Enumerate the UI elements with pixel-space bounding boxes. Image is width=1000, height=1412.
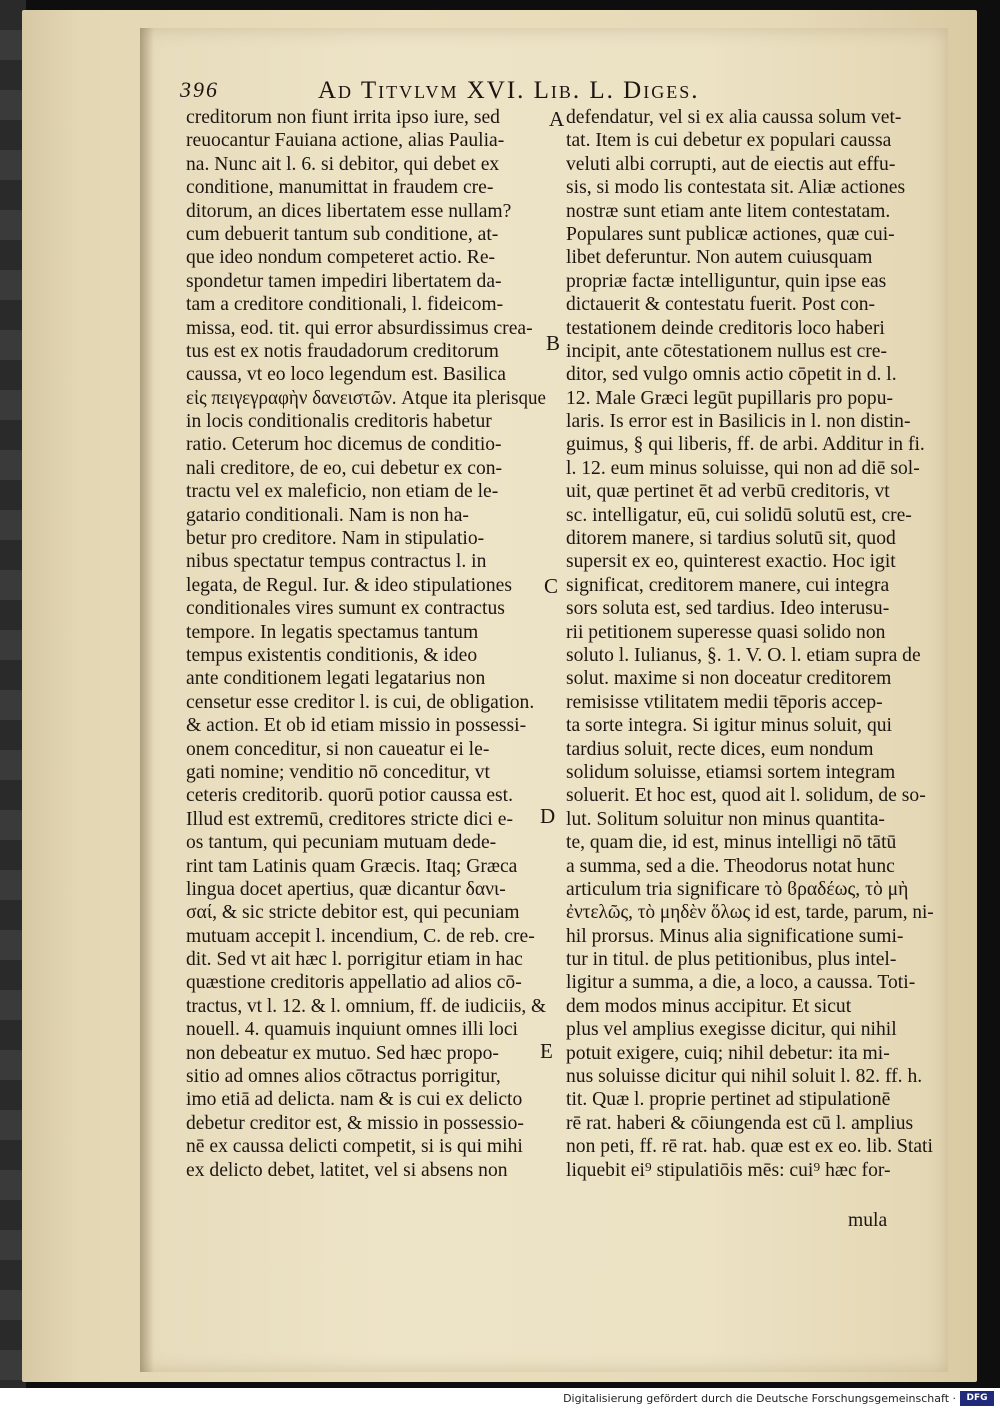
text-line: incipit, ante cōtestationem nullus est cre- [566, 340, 888, 362]
text-line: ἐντελῶς, τὸ μηδὲν ὅλως id est, tarde, parum, ni- [566, 902, 934, 924]
text-line: cum debuerit tantum sub conditione, at- [186, 223, 499, 245]
text-line: articulum tria significare τὸ ϐραδέως, τὸ μὴ [566, 878, 909, 900]
text-line: testationem deinde creditoris loco haberi [566, 317, 885, 339]
text-line: nibus spectatur tempus contractus l. in [186, 551, 487, 573]
text-line: ta sorte integra. Si igitur minus soluit, qui [566, 715, 892, 737]
text-line: 12. Male Græci legūt pupillaris pro popu- [566, 387, 894, 409]
text-column-right [566, 106, 934, 1182]
text-line: non debeatur ex mutuo. Sed hæc propo- [186, 1042, 499, 1064]
text-line: laris. Is error est in Basilicis in l. non distin- [566, 411, 911, 433]
text-line: veluti albi corrupti, aut de eiectis aut effu- [566, 153, 896, 175]
text-line: tur in titul. de plus petitionibus, plus intel- [566, 949, 897, 971]
text-line: liquebit ei⁹ stipulatiōis mēs: cui⁹ hæc for- [566, 1159, 891, 1181]
margin-letter-c: C [544, 574, 559, 598]
running-title: Ad Titvlvm XVI. Lib. L. Diges. [318, 77, 700, 104]
text-line: reuocantur Fauiana actione, alias Paulia- [186, 130, 505, 152]
text-line: plus vel amplius exegisse dicitur, qui nihil [566, 1019, 897, 1041]
text-line: in locis conditionalis creditoris habetur [186, 411, 492, 433]
text-line: gatario conditionali. Nam is non ha- [186, 504, 469, 526]
text-line: lut. Solitum soluitur non minus quantita- [566, 808, 885, 830]
text-line: ceteris creditorib. quorū potior caussa est. [186, 785, 513, 807]
text-line: tractus, vt l. 12. & l. omnium, ff. de iudiciis, & [186, 995, 547, 1017]
text-line: missa, eod. tit. qui error absurdissimus crea- [186, 317, 533, 339]
text-line: mutuam accepit l. incendium, C. de reb. cre- [186, 925, 535, 947]
running-header [180, 77, 800, 107]
text-line: l. 12. eum minus soluisse, qui non ad diē sol- [566, 457, 920, 479]
text-line: dictauerit & contestatu fuerit. Post con- [566, 294, 876, 316]
text-line: debetur creditor est, & missio in possessio- [186, 1112, 524, 1134]
text-line: tit. Quæ l. proprie pertinet ad stipulationē [566, 1089, 891, 1111]
text-line: gati nomine; venditio nō conceditur, vt [186, 761, 490, 783]
text-line: ante conditionem legati legatarius non [186, 668, 486, 690]
text-line: εἰς πειγεγραφὴν δανειστῶν. Atque ita plerisque [186, 387, 546, 409]
text-line: σαί, & sic stricte debitor est, qui pecuniam [186, 902, 520, 924]
text-line: ditorem manere, si tardius solutū sit, quod [566, 528, 896, 550]
text-line: a summa, sed a die. Theodorus notat hunc [566, 855, 895, 877]
text-line: uit, quæ pertinet ēt ad verbū creditoris, vt [566, 481, 890, 503]
text-line: legata, de Regul. Iur. & ideo stipulationes [186, 574, 512, 596]
text-line: sors soluta est, sed tardius. Ideo interusu- [566, 598, 890, 620]
margin-letter-e: E [540, 1039, 553, 1063]
text-line: tus est ex notis fraudadorum creditorum [186, 340, 499, 362]
text-line: remisisse vtilitatem medii tēporis accep- [566, 691, 883, 713]
text-line: Illud est extremū, creditores stricte dici e- [186, 808, 513, 830]
text-line: libet deferuntur. Non autem cuiusquam [566, 247, 873, 269]
text-line: nus soluisse dicitur qui nihil soluit l. 82. ff. h. [566, 1066, 923, 1088]
text-line: betur pro creditore. Nam in stipulatio- [186, 528, 485, 550]
text-line: propriæ factæ intelliguntur, quin ipse eas [566, 270, 887, 292]
text-line: rē rat. haberi & cōiungenda est cū l. amplius [566, 1112, 914, 1134]
text-line: rii petitionem superesse quasi solido non [566, 621, 886, 643]
text-line: defendatur, vel si ex alia caussa solum vet- [566, 107, 902, 128]
text-line: ex delicto debet, latitet, vel si absens non [186, 1159, 508, 1181]
text-line: nouell. 4. quamuis inquiunt omnes illi loci [186, 1019, 518, 1041]
text-line: solut. maxime si non doceatur creditorem [566, 668, 892, 690]
text-line: te, quam die, id est, minus intelligi nō tātū [566, 832, 897, 854]
text-line: dit. Sed vt ait hæc l. porrigitur etiam in hac [186, 949, 523, 971]
text-line: potuit exigere, cuiq; nihil debetur: ita mi- [566, 1042, 890, 1064]
text-line: Populares sunt publicæ actiones, quæ cui- [566, 223, 895, 245]
text-line: rint tam Latinis quam Græcis. Itaq; Græca [186, 855, 518, 877]
text-line: sitio ad omnes alios cōtractus porrigitur, [186, 1066, 501, 1088]
text-line: ligitur a summa, a die, a loco, a caussa. Toti- [566, 972, 916, 994]
page-gutter-shadow [140, 28, 154, 1372]
footer-bar [0, 1388, 1000, 1412]
text-line: ratio. Ceterum hoc dicemus de conditio- [186, 434, 502, 456]
text-line: nostræ sunt etiam ante litem contestatam. [566, 200, 891, 222]
text-line: tractu vel ex maleficio, non etiam de le- [186, 481, 499, 503]
text-line: quæstione creditoris appellatio ad alios cō- [186, 972, 522, 994]
text-line: significat, creditorem manere, cui integra [566, 574, 890, 596]
text-column-left [186, 106, 546, 1182]
catchword: mula [848, 1210, 888, 1231]
text-line: censetur esse creditor l. is cui, de obligation. [186, 691, 535, 713]
text-line: spondetur tamen impediri libertatem da- [186, 270, 502, 292]
text-line: tardius soluit, recte dices, eum nondum [566, 738, 874, 760]
text-line: creditorum non fiunt irrita ipso iure, sed [186, 107, 500, 128]
text-line: soluerit. Et hoc est, quod ait l. solidum, de so- [566, 785, 926, 807]
text-line: ditor, sed vulgo omnis actio cōpetit in d. l. [566, 364, 897, 386]
text-line: nali creditore, de eo, cui debetur ex con- [186, 457, 503, 479]
text-line: soluto l. Iulianus, §. 1. V. O. l. etiam supra de [566, 644, 921, 666]
text-line: dem modos minus accipitur. Et sicut [566, 995, 852, 1017]
text-line: conditione, manumittat in fraudem cre- [186, 177, 494, 199]
text-line: & action. Et ob id etiam missio in possessi- [186, 715, 527, 737]
text-line: caussa, vt eo loco legendum est. Basilica [186, 364, 506, 386]
text-line: os tantum, qui pecuniam mutuam dede- [186, 832, 497, 854]
dfg-logo: DFG [960, 1391, 994, 1406]
text-line: nē ex caussa delicti competit, si is qui mihi [186, 1136, 523, 1158]
text-line: guimus, § qui liberis, ff. de arbi. Additur in fi. [566, 434, 925, 456]
text-line: supersit ex eo, quinterest exactio. Hoc igit [566, 551, 896, 573]
text-line: ditorum, an dices libertatem esse nullam? [186, 200, 512, 222]
footer-credit-text: Digitalisierung gefördert durch die Deutsche Forschungsgemeinschaft · [563, 1392, 956, 1405]
text-line: tempus existentis conditionis, & ideo [186, 644, 478, 666]
text-line: tat. Item is cui debetur ex populari caussa [566, 130, 892, 152]
margin-letter-d: D [540, 804, 556, 828]
text-line: tempore. In legatis spectamus tantum [186, 621, 479, 643]
text-line: sc. intelligatur, eū, cui solidū solutū est, cre- [566, 504, 912, 526]
text-line: tam a creditore conditionali, l. fideicom- [186, 294, 504, 316]
text-line: imo etiā ad delicta. nam & is cui ex delicto [186, 1089, 523, 1111]
text-line: hil prorsus. Minus alia significatione sumi- [566, 925, 904, 947]
text-line: solidum soluisse, etiamsi sortem integram [566, 761, 896, 783]
margin-letter-b: B [546, 331, 561, 355]
text-line: que ideo nondum competeret actio. Re- [186, 247, 496, 269]
text-line: lingua docet apertius, quæ dicantur δανι- [186, 878, 506, 900]
text-line: non peti, ff. rē rat. hab. quæ est ex eo. lib. Stati [566, 1136, 933, 1158]
text-line: sis, si modo lis contestata sit. Aliæ actiones [566, 177, 906, 199]
text-line: na. Nunc ait l. 6. si debitor, qui debet ex [186, 153, 500, 175]
text-line: conditionales vires sumunt ex contractus [186, 598, 505, 620]
margin-letter-a: A [549, 107, 565, 131]
text-line: onem conceditur, si non caueatur ei le- [186, 738, 490, 760]
page-number: 396 [180, 77, 219, 102]
